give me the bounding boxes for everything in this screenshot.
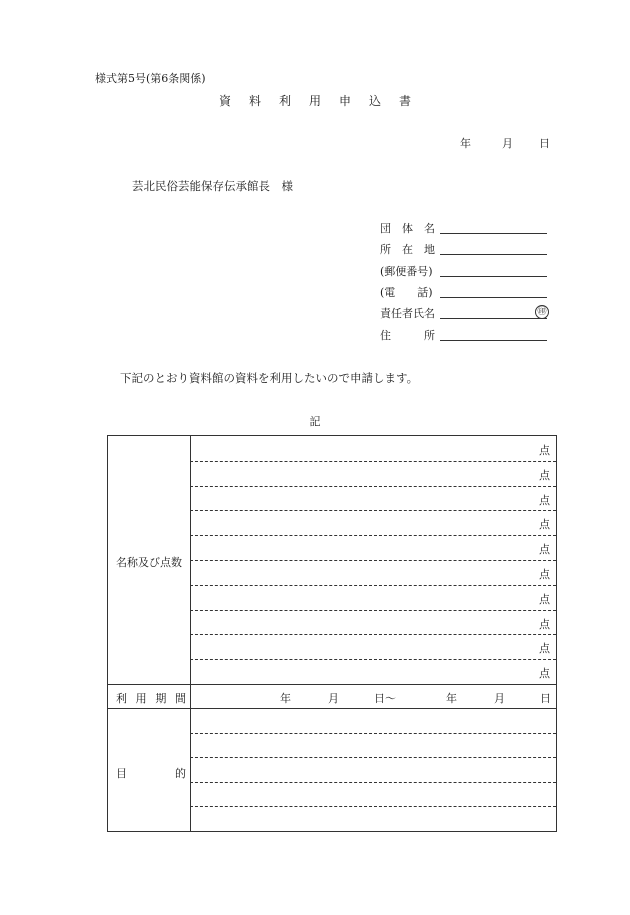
form-table <box>107 435 557 832</box>
count-row-divider <box>190 585 556 586</box>
count-row-divider <box>190 560 556 561</box>
count-row-divider <box>190 659 556 660</box>
count-unit: 点 <box>539 444 550 457</box>
addressee: 芸北民俗芸能保存伝承館長 様 <box>132 179 293 193</box>
applicant-field-line <box>440 254 547 255</box>
applicant-field-line <box>440 297 547 298</box>
period-label-char: 間 <box>174 692 186 705</box>
count-unit: 点 <box>539 568 550 581</box>
purpose-row-divider <box>190 782 556 783</box>
period-label-char: 期 <box>155 692 167 705</box>
applicant-field <box>380 305 550 323</box>
applicant-field-line <box>440 276 547 277</box>
count-unit: 点 <box>539 642 550 656</box>
period-label-char: 利 <box>116 692 127 705</box>
document-title <box>0 92 630 109</box>
count-unit: 点 <box>539 617 550 631</box>
count-row-divider <box>190 535 556 536</box>
count-row-divider <box>190 634 556 635</box>
title-char: 書 <box>399 94 412 108</box>
count-unit: 点 <box>539 493 550 507</box>
period-start-year: 年 <box>280 692 291 705</box>
title-char: 込 <box>369 94 382 108</box>
applicant-field-label: 所 在 地 <box>380 243 435 256</box>
purpose-row-divider <box>190 733 556 734</box>
count-row-divider <box>190 461 556 462</box>
applicant-field-line <box>440 233 547 234</box>
applicant-field <box>380 220 550 238</box>
request-sentence: 下記のとおり資料館の資料を利用したいので申請します。 <box>120 371 419 385</box>
purpose-label-char: 的 <box>175 767 186 780</box>
applicant-field <box>380 241 550 259</box>
count-unit: 点 <box>539 543 550 557</box>
period-end-month: 月 <box>494 692 505 705</box>
applicant-field-label: (郵便番号) <box>380 265 433 278</box>
purpose-row-divider <box>190 757 556 758</box>
seal-mark: ㊞ <box>535 305 549 319</box>
applicant-field-line <box>440 318 547 319</box>
record-label: 記 <box>309 415 321 428</box>
table-row-divider <box>108 708 556 709</box>
title-char: 料 <box>248 94 261 108</box>
date-year: 年 <box>460 137 471 150</box>
count-row-divider <box>190 610 556 611</box>
applicant-field-label: (電 話) <box>380 286 433 299</box>
count-unit: 点 <box>539 468 550 482</box>
applicant-field <box>380 263 550 281</box>
title-char: 用 <box>308 94 321 108</box>
period-end-day: 日 <box>540 692 551 705</box>
title-char: 申 <box>339 94 352 108</box>
date-month: 月 <box>502 137 513 150</box>
applicant-field <box>380 284 550 302</box>
count-unit: 点 <box>539 518 550 532</box>
period-end-year: 年 <box>446 692 457 705</box>
applicant-field-label: 住 所 <box>380 329 435 342</box>
period-label-char: 用 <box>135 692 147 705</box>
title-char: 利 <box>278 94 291 108</box>
period-start-month: 月 <box>328 692 339 705</box>
name-and-count-label: 名称及び点数 <box>116 556 182 569</box>
table-row-divider <box>108 684 556 685</box>
count-row-divider <box>190 510 556 511</box>
count-row-divider <box>190 486 556 487</box>
purpose-label-char: 目 <box>116 767 127 780</box>
applicant-field-label: 団 体 名 <box>380 222 435 235</box>
date-day: 日 <box>539 137 550 150</box>
applicant-field-label: 責任者氏名 <box>380 307 435 320</box>
applicant-field <box>380 327 550 345</box>
title-char: 資 <box>218 94 231 108</box>
purpose-row-divider <box>190 806 556 807</box>
usage-period-label <box>116 690 186 706</box>
form-number: 様式第5号(第6条関係) <box>95 72 206 85</box>
count-unit: 点 <box>539 667 550 681</box>
period-start-day: 日〜 <box>374 692 396 705</box>
count-unit: 点 <box>539 592 550 606</box>
title-chars <box>219 94 411 108</box>
purpose-label <box>116 765 186 781</box>
applicant-field-line <box>440 340 547 341</box>
